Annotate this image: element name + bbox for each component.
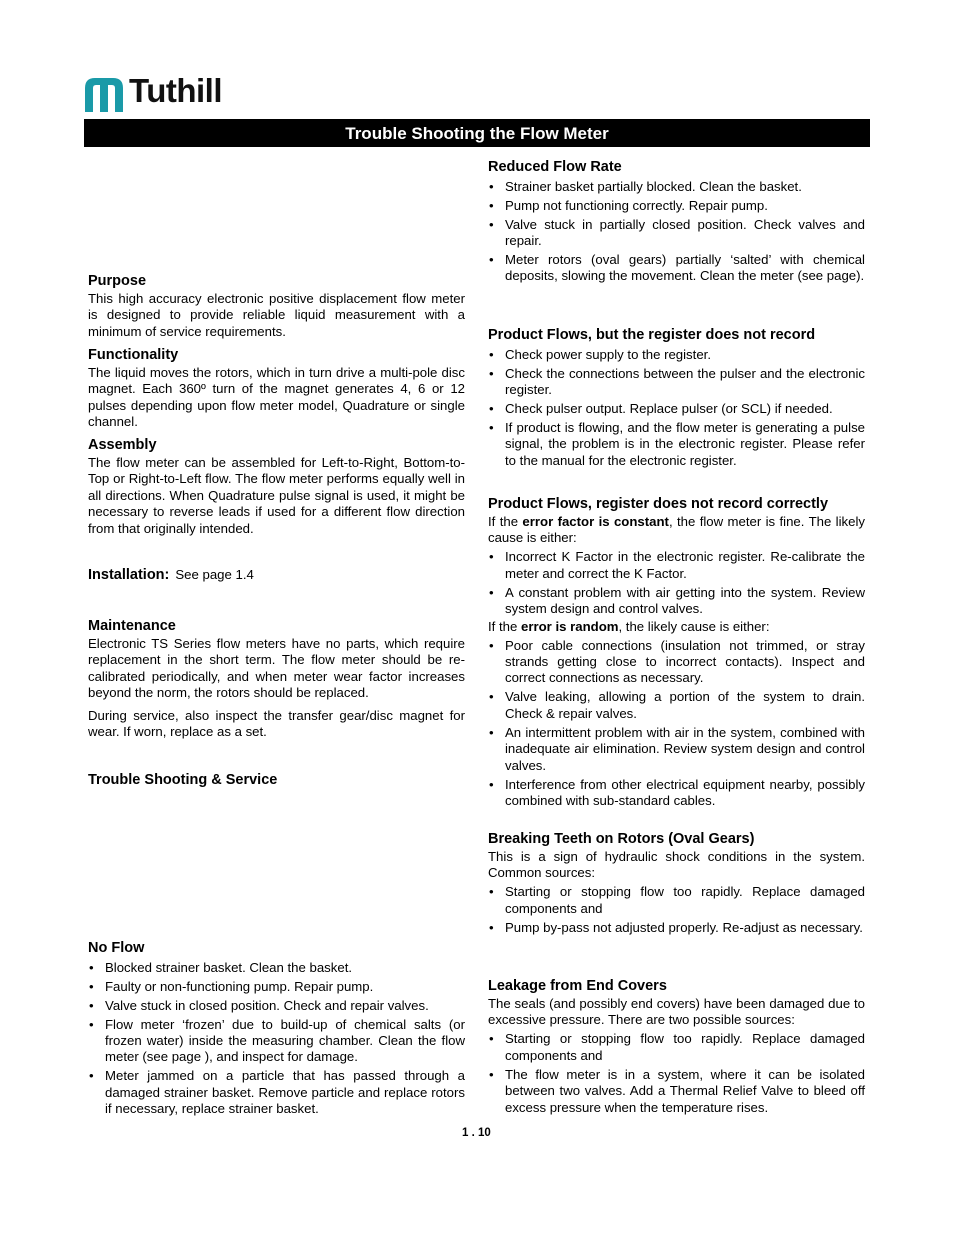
list-item: • Strainer basket partially blocked. Clean the basket.	[488, 179, 865, 195]
list-item: • If product is flowing, and the flow meter is generating a pulse signal, the problem is in the electronic register. Please refer to the manual for the electronic register.	[488, 420, 865, 469]
incorrect-record-heading: Product Flows, register does not record correctly	[488, 496, 829, 512]
no-record-section	[488, 326, 865, 469]
installation-heading: Installation:	[88, 567, 170, 583]
functionality-heading: Functionality	[88, 347, 179, 363]
list-item: • Starting or stopping flow too rapidly. Replace damaged components and	[488, 1031, 865, 1064]
breaking-teeth-text: This is a sign of hydraulic shock conditions in the system. Common sources:	[488, 849, 865, 881]
random-error-list	[488, 638, 865, 810]
list-item: • Starting or stopping flow too rapidly. Replace damaged components and	[488, 884, 865, 917]
leakage-text: The seals (and possibly end covers) have been damaged due to excessive pressure. There are two possible sources:	[488, 996, 865, 1028]
text-fragment: If the	[488, 618, 521, 634]
reduced-flow-heading: Reduced Flow Rate	[488, 159, 622, 175]
no-flow-section	[88, 939, 465, 1118]
list-item: • Valve leaking, allowing a portion of the system to drain. Check & repair valves.	[488, 689, 865, 722]
assembly-text: The flow meter can be assembled for Left-to-Right, Bottom-to-Top or Right-to-Left flow. The flow meter performs equally well in all directions. When Quadrature pulse signal is used, it might be necessary to reverse leads if used for a different flow direction from that originally intended.	[88, 455, 465, 536]
text-fragment: If the	[488, 514, 523, 529]
maintenance-text-1: Electronic TS Series flow meters have no parts, which require replacement in the short term. The flow meter should be re-calibrated periodically, and when meter wear factor increases beyond the norm, the rotors should be replaced.	[88, 636, 465, 701]
list-item: • Pump by-pass not adjusted properly. Re-adjust as necessary.	[488, 920, 865, 936]
list-item: • Valve stuck in closed position. Check and repair valves.	[88, 998, 465, 1014]
installation-section	[88, 567, 465, 583]
list-item: • A constant problem with air getting into the system. Review system design and control valves.	[488, 585, 865, 618]
trouble-section	[88, 771, 465, 790]
no-record-heading: Product Flows, but the register does not record	[488, 327, 816, 343]
list-item: • Meter rotors (oval gears) partially ‘salted’ with chemical deposits, slowing the movement. Clean the meter (see page).	[488, 252, 865, 285]
list-item: • Pump not functioning correctly. Repair pump.	[488, 198, 865, 214]
list-item: • Faulty or non-functioning pump. Repair pump.	[88, 979, 465, 995]
breaking-teeth-section	[488, 830, 865, 936]
trouble-heading: Trouble Shooting & Service	[88, 772, 278, 788]
list-item: • Check the connections between the pulser and the electronic register.	[488, 366, 865, 399]
page-number: 1 . 10	[462, 1127, 491, 1139]
list-item: • Meter jammed on a particle that has passed through a damaged strainer basket. Remove particle and replace rotors if necessary, replace strainer basket.	[88, 1068, 465, 1117]
list-item: • Valve stuck in partially closed position. Check valves and repair.	[488, 217, 865, 250]
leakage-list	[488, 1031, 865, 1116]
text-fragment: , the flow meter is fine. The likely cause is either:	[488, 514, 865, 546]
purpose-section	[88, 272, 465, 340]
leakage-section	[488, 977, 865, 1116]
logo-wordmark: Tuthill	[129, 72, 223, 109]
reduced-flow-section	[488, 158, 865, 285]
list-item: • An intermittent problem with air in the system, combined with inadequate air elimination. Review system design and control valves.	[488, 725, 865, 774]
assembly-heading: Assembly	[88, 437, 157, 453]
no-flow-list	[88, 960, 465, 1118]
breaking-teeth-heading: Breaking Teeth on Rotors (Oval Gears)	[488, 831, 755, 847]
list-item: • Blocked strainer basket. Clean the basket.	[88, 960, 465, 976]
list-item: • Interference from other electrical equipment nearby, possibly combined with sub-standard cables.	[488, 777, 865, 810]
purpose-text: This high accuracy electronic positive displacement flow meter is designed to provide reliable liquid measurement with a minimum of service requirements.	[88, 291, 465, 339]
tuthill-logo	[84, 74, 284, 114]
page-title: Trouble Shooting the Flow Meter	[84, 119, 870, 147]
installation-value: See page 1.4	[175, 567, 254, 582]
no-flow-heading: No Flow	[88, 940, 145, 956]
assembly-section	[88, 436, 465, 537]
list-item: • Check pulser output. Replace pulser (or SCL) if needed.	[488, 401, 865, 417]
random-error-text	[488, 619, 865, 635]
list-item: • Check power supply to the register.	[488, 347, 865, 363]
maintenance-section	[88, 617, 465, 740]
reduced-flow-list	[488, 179, 865, 285]
functionality-text: The liquid moves the rotors, which in turn drive a multi-pole disc magnet. Each 360º turn of the magnet generates 4, 6 or 12 pulses depending upon flow meter model, Quadrature or single channel.	[88, 365, 465, 430]
tuthill-logo-icon	[84, 76, 124, 112]
emphasis-text: error is random	[521, 618, 619, 634]
leakage-heading: Leakage from End Covers	[488, 978, 667, 994]
list-item: • Incorrect K Factor in the electronic register. Re-calibrate the meter and correct the K Factor.	[488, 549, 865, 582]
list-item: • Poor cable connections (insulation not trimmed, or stray strands getting close to incorrect contacts). Inspect and correct connections as necessary.	[488, 638, 865, 687]
incorrect-record-section	[488, 495, 865, 809]
purpose-heading: Purpose	[88, 273, 147, 289]
text-fragment: , the likely cause is either:	[618, 618, 770, 634]
functionality-section	[88, 346, 465, 431]
maintenance-heading: Maintenance	[88, 618, 176, 634]
list-item: • The flow meter is in a system, where it can be isolated between two valves. Add a Thermal Relief Valve to bleed off excess pressure when the temperature rises.	[488, 1067, 865, 1116]
list-item: • Flow meter ‘frozen’ due to build-up of chemical salts (or frozen water) inside the measuring chamber. Clean the flow meter (see page ), and inspect for damage.	[88, 1017, 465, 1066]
maintenance-text-2: During service, also inspect the transfer gear/disc magnet for wear. If worn, replace as a set.	[88, 707, 465, 740]
emphasis-text: error factor is constant	[522, 514, 669, 529]
breaking-teeth-list	[488, 884, 865, 936]
constant-error-text	[488, 514, 865, 547]
constant-error-list	[488, 549, 865, 617]
no-record-list	[488, 347, 865, 470]
